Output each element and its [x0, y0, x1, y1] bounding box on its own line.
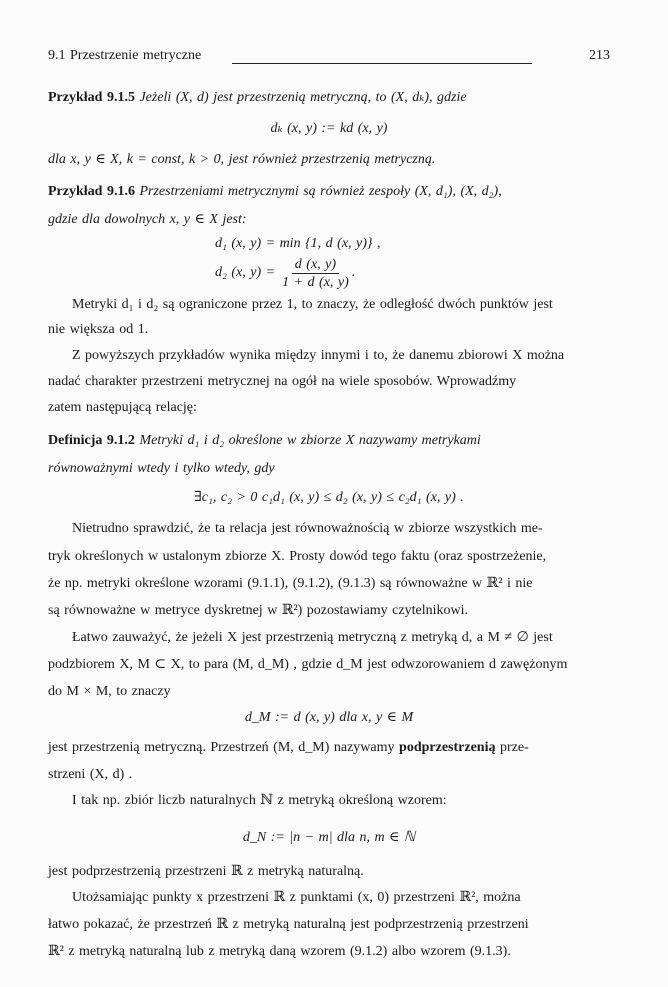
- paragraph-line: łatwo pokazać, że przestrzeń ℝ z metryką naturalną jest podprzestrzenią przestrzeni: [48, 917, 529, 932]
- page-number: 213: [589, 48, 610, 63]
- period: .: [351, 265, 356, 280]
- header-rule: [232, 63, 532, 64]
- formula-d2-lhs: d₂ (x, y) =: [215, 265, 276, 280]
- paragraph-line: do M × M, to znaczy: [48, 684, 171, 699]
- formula-dm: d_M := d (x, y) dla x, y ∈ M: [244, 710, 414, 725]
- example-label: Przykład 9.1.5: [48, 90, 135, 105]
- formula-equivalence: ∃c₁, c₂ > 0 c₁d₁ (x, y) ≤ d₂ (x, y) ≤ c₂d₁ (x, y) .: [194, 490, 464, 505]
- paragraph-line: Łatwo zauważyć, że jeżeli X jest przestrzenią metryczną z metryką d, a M ≠ ∅ jest: [72, 630, 553, 645]
- formula-d1: d₁ (x, y) = min {1, d (x, y)} ,: [215, 236, 381, 251]
- paragraph-line: [48, 738, 610, 758]
- definition-label: Definicja 9.1.2: [48, 433, 135, 448]
- text: jest przestrzenią metryczną. Przestrzeń (M, d_M) nazywamy: [48, 740, 395, 755]
- paragraph-line: strzeni (X, d) .: [48, 767, 133, 782]
- example-text-after: dla x, y ∈ X, k = const, k > 0, jest również przestrzenią metryczną.: [48, 152, 436, 167]
- formula-dk: dₖ (x, y) := kd (x, y): [270, 121, 388, 136]
- formula-d2: [215, 255, 515, 291]
- paragraph-line: ℝ² z metryką naturalną lub z metryką daną wzorem (9.1.2) albo wzorem (9.1.3).: [48, 944, 511, 959]
- paragraph-line: nie większa od 1.: [48, 322, 149, 337]
- paragraph-line: I tak np. zbiór liczb naturalnych ℕ z metryką określoną wzorem:: [72, 793, 447, 808]
- term-podprzestrzen: podprzestrzenią: [399, 740, 496, 755]
- paragraph-line: nadać charakter przestrzeni metrycznej na ogół na wiele sposobów. Wprowadźmy: [48, 374, 517, 389]
- paragraph-line: Metryki d₁ i d₂ są ograniczone przez 1, to znaczy, że odległość dwóch punktów jest: [72, 297, 553, 312]
- paragraph-line: Utożsamiając punkty x przestrzeni ℝ z punktami (x, 0) przestrzeni ℝ², można: [72, 890, 521, 905]
- paragraph-line: że np. metryki określone wzorami (9.1.1), (9.1.2), (9.1.3) są równoważne w ℝ² i nie: [48, 576, 533, 591]
- running-header: 9.1 Przestrzenie metryczne: [48, 48, 202, 63]
- definition-text-line2: równoważnymi wtedy i tylko wtedy, gdy: [48, 461, 275, 476]
- paragraph-line: Z powyższych przykładów wynika między innymi i to, że danemu zbiorowi X można: [72, 348, 565, 363]
- paragraph-line: tryk określonych w ustalonym zbiorze X. Prosty dowód tego faktu (oraz spostrzeżenie,: [48, 549, 547, 564]
- example-label: Przykład 9.1.6: [48, 184, 135, 199]
- paragraph-line: Nietrudno sprawdzić, że ta relacja jest równoważnością w zbiorze wszystkich me-: [72, 521, 543, 536]
- definition-text: Metryki d₁ i d₂ określone w zbiorze X nazywamy metrykami: [139, 433, 481, 448]
- paragraph-line: zatem następującą relację:: [48, 400, 197, 415]
- fraction: [279, 256, 352, 291]
- example-text-line2: gdzie dla dowolnych x, y ∈ X jest:: [48, 212, 247, 227]
- paragraph-line: jest podprzestrzenią przestrzeni ℝ z metryką naturalną.: [48, 864, 364, 879]
- example-text: Przestrzeniami metrycznymi są również zespoły (X, d₁), (X, d₂),: [139, 184, 502, 199]
- denominator: 1 + d (x, y): [282, 274, 349, 290]
- text: prze-: [499, 740, 529, 755]
- example-9-1-6: [48, 182, 610, 202]
- example-9-1-5: [48, 88, 610, 108]
- formula-dn: d_N := |n − m| dla n, m ∈ ℕ: [242, 830, 416, 845]
- definition-9-1-2: [48, 431, 610, 451]
- paragraph-line: podzbiorem X, M ⊂ X, to para (M, d_M) , gdzie d_M jest odwzorowaniem d zawężonym: [48, 657, 568, 672]
- numerator: d (x, y): [292, 256, 339, 274]
- paragraph-line: są równoważne w metryce dyskretnej w ℝ²) pozostawiamy czytelnikowi.: [48, 603, 468, 618]
- example-text: Jeżeli (X, d) jest przestrzenią metryczną, to (X, dₖ), gdzie: [139, 90, 467, 105]
